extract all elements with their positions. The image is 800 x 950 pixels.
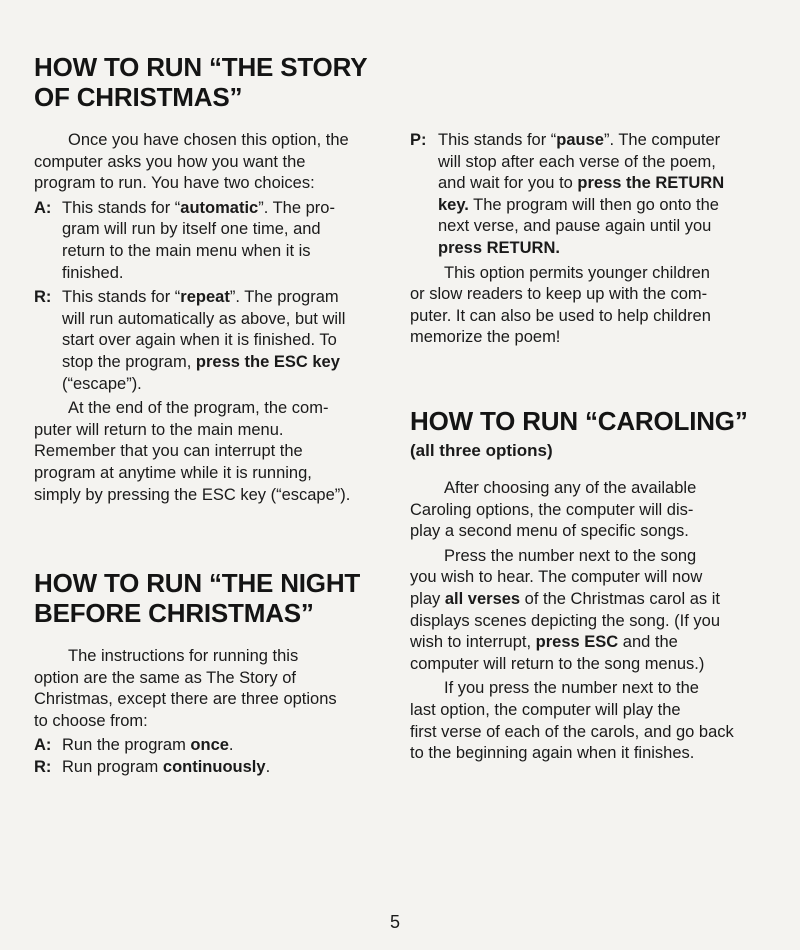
- story-body: [34, 130, 380, 506]
- story-end-paragraph: At the end of the program, the com- puter will return to the main menu. Remember that you can interrupt the program at anytime while it is running, simply by pressing the ESC key (“escape”).: [34, 399, 351, 504]
- night-title-line2: BEFORE CHRISTMAS”: [34, 598, 314, 628]
- story-heading: [34, 52, 380, 112]
- night-intro: The instructions for running this option are the same as The Story of Christmas, except there are three options to choose from:: [34, 647, 337, 730]
- caroling-paragraph-3: If you press the number next to the last option, the computer will play the first verse of each of the carols, and go back to the beginning again when it finishes.: [410, 679, 734, 763]
- story-title-line2: OF CHRISTMAS”: [34, 82, 243, 112]
- night-option-continuous: R: Run program continuously.: [34, 757, 271, 776]
- story-title-line1: HOW TO RUN “THE STORY: [34, 52, 368, 82]
- pause-section: [410, 130, 755, 349]
- page-number: 5: [389, 912, 400, 932]
- caroling-paragraph-2: Press the number next to the song you wish to hear. The computer will now play all verses of the Christmas carol as it displays scenes depicting the song. (If you wish to interrupt, press ESC and the computer will return to the song menus.): [410, 546, 721, 673]
- caroling-title: HOW TO RUN “CAROLING”: [410, 406, 748, 436]
- caroling-paragraph-1: After choosing any of the available Caroling options, the computer will dis- play a second menu of specific songs.: [410, 479, 697, 541]
- caroling-heading: [410, 406, 755, 462]
- night-heading: [34, 568, 380, 628]
- night-body: [34, 646, 380, 779]
- caroling-body: [410, 478, 755, 765]
- caroling-subtitle: (all three options): [410, 441, 553, 460]
- pause-permits-paragraph: This option permits younger children or slow readers to keep up with the com- puter. It can also be used to help children memorize the poem!: [410, 263, 711, 347]
- story-intro: Once you have chosen this option, the computer asks you how you want the program to run. You have two choices:: [34, 131, 349, 193]
- night-option-once: A: Run the program once.: [34, 736, 234, 755]
- night-title-line1: HOW TO RUN “THE NIGHT: [34, 568, 361, 598]
- story-option-repeat: R: This stands for “repeat”. The program will run automatically as above, but will start over again when it is finished. To stop the program, press the ESC key (“escape”).: [34, 288, 346, 393]
- option-pause: P: This stands for “pause”. The computer will stop after each verse of the poem, and wait for you to press the RETURN key. The program will then go onto the next verse, and pause again until you press RETURN.: [410, 131, 725, 257]
- story-option-automatic: A: This stands for “automatic”. The pro- gram will run by itself one time, and return to the main menu when it is finished.: [34, 198, 335, 282]
